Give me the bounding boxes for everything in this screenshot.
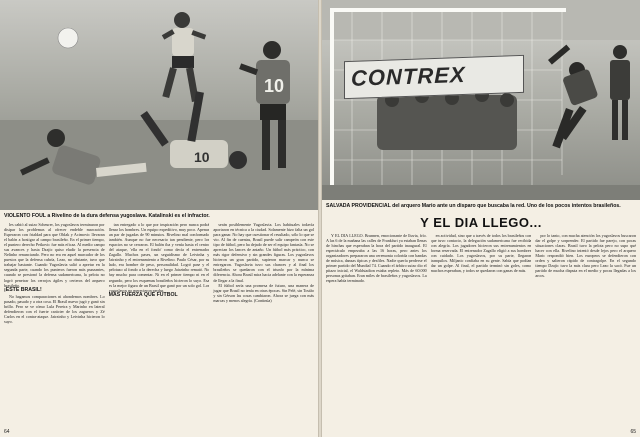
- section-subhead: ¡ESTE BRASIL!: [4, 287, 42, 294]
- goal-photo-icon: [322, 0, 640, 200]
- banner-text: CONTREX: [351, 61, 466, 91]
- right-page: [322, 0, 640, 437]
- article-column: [213, 222, 314, 427]
- article-paragraph: les cabió al suizo Scheurer, los yugoslavos terminaron por disipar los problemas al ofrecer endeble marcación. Esperaron con frialdad para que Oblak y Acimovic llevaran el balón a hostigar al campo brasileño. En el primer tiempo, el puntero derecho Petkovic fue más eficaz. Al medio campo sus avances y hasta Dzajic quiso eludir la presencia de Nelinho renunciando. Pero no era en aquel marcador de los puestos que la defensa cubría, Leao, no obstante, tuvo que trabajar bastante. Cuando Yugoslavia salió a apretar en la segunda parte, cuando los punteros fueron más punzantes, cuando se presionó la defensa sudamericana, la pelota no logró penetrar los cerrojos ágiles y certeros del arquero brasileño.: [4, 222, 105, 288]
- photo-caption: [326, 203, 636, 209]
- section-subhead: MÁS FUERZA QUE FÚTBOL: [108, 292, 178, 299]
- svg-text:10: 10: [194, 149, 210, 165]
- article-headline: Y EL DIA LLEGO...: [420, 215, 542, 230]
- advert-banner: [344, 55, 524, 99]
- page-number: 64: [4, 429, 10, 435]
- photo-caption: [4, 213, 314, 219]
- caption-lead: SALVADA PROVIDENCIAL: [326, 203, 391, 209]
- page-number: 65: [630, 429, 636, 435]
- caption-text: del arquero Mario ante un disparo que buscaba la red. Uno de los pocos intentos brasileños.: [392, 203, 621, 209]
- article-column: [4, 222, 105, 427]
- article-paragraph: El fútbol sería una promesa de futuro, una manera de jugar que Brasil no tenía en otras épocas. Sin Pelé, sin Tostão y sin Gérson las cosas cambiaron. Ahora se juega con más marcas y menos alegría. (Continúa): [213, 283, 315, 304]
- article-paragraph: por lo tanto, con mucha atención los yugoslavos buscaron dar el golpe y sorprender. El partido fue parejo, con pocas situaciones claras. Brasil tuvo la pelota pero no supo qué hacer con ella. Rivelino intentó desde lejos pero el arquero Maric respondió bien. Los europeos se defendieron con orden y salieron rápido de contragolpe. En el segundo tiempo Dzajic tuvo la más clara pero Leao la sacó. Fue un partido de mucha disputa en el medio y pocas llegadas a los arcos.: [535, 233, 637, 279]
- match-photo-left: [0, 0, 318, 210]
- article-column: [326, 233, 427, 429]
- article-paragraph: Y EL DIA LLEGO. Brunnen, emocionante de lluvia, frío. A las 6 de la mañana las calles de Frankfurt ya estaban llenas de hinchas que esperaban la hora del partido inaugural. El espectáculo empezaba a las 16 horas, pero antes los organizadores prepararon una ceremonia colorida con bandas de música, danzas típicas y desfiles. Nadie quería perderse el primer partido del Mundial 74. Cuando el árbitro suizo dio el pitazo inicial, el Waldstadion estaba repleto. Más de 60.000 personas gritaban. Eran miles de brasileños y yugoslavos. La espera había terminado.: [326, 233, 427, 284]
- caption-lead: VIOLENTO FOUL: [4, 213, 46, 219]
- article-paragraph: serán posiblemente Yugoslavia. Los habituales todavía aportaron en técnica a la ciudad. Solamente hizo falta un gol para ganar. No hay que cuestionar el resultado, sólo lo que se vio. Al fin de cuentas, Brasil puede salir campeón con este tipo de fútbol, pero ha dejado de ser el equipo fantasía. No se aprecian los lances de antaño. Un fútbol más práctico, con más rigor defensivo y sin grandes figuras. Los yugoslavos hicieron un gran partido, supieron marcar y nunca se entregaron. Yugoslavia tuvo sus chances y al final los brasileños se quedaron con el triunfo por la mínima diferencia. Ahora Brasil mira hacia adelante con la esperanza de llegar a la final.: [213, 222, 315, 283]
- article-column: [109, 222, 210, 427]
- article-paragraph: No hagamos comparaciones ni ahondemos nombres. Lo pasado, pasado y a otra cosa. El Brasil nuevo jugó y ganó sin brillo. Pero se ve cómo Lula Pereira y Marinho en lateral defendieron con el fuerte carácter de los zagueros y Zé Carlos en el contra-ataque. Jairzinho y Leivinha hicieron lo suyo.: [4, 293, 105, 324]
- article-paragraph: tan entregado a lo que por inspiración pero nunca podrá llenar los hombres. Un equipo expeditivo, muy poco. Apenas un par de jugadas de 90 minutos. Rivelino mal conformado también. Aunque no fue necesario tan pendiente, pero los espacios no se cerraron. El balón iba y venía hasta el centro del ataque, 'ella en el fondo' como decía el entrenador Zagallo. Muchos pases, un seguidismo de Leivinha y Jairzinho y el entrenamiento a Rivelino. Paulo César, por su lado, era hombre de peso, personalidad. Logró pase y el pelotazo al fondo a la derecha y luego Jairzinho remató. No hay mucho para comentar. Ni en el primer tiempo ni en el segundo, pero los esquemas brasileños hicieron lo suyo. Esa es la mejor figura de un Brasil que ganó por un solo gol. Los yugoslavos no merecieron perder.: [108, 222, 210, 293]
- left-page: [0, 0, 318, 437]
- caption-text: a Rivelino de la dura defensa yugoslava. Katalinski es el infractor.: [47, 213, 210, 219]
- article-column: [431, 233, 532, 429]
- article-paragraph: en actividad, sino que a través de todos los brasileños con que tuvo contacto, la delegación sudamericana fue recibida con alegría. Los jugadores hicieron sus entrenamientos en forma reservada. El entrenador Zagallo eligió a sus hombres con cuidado. Los yugoslavos, por su parte, llegaron tranquilos. Miljanic confiaba en su gente. Sabía que podían dar un golpe. Al final, el partido terminó sin goles, como muchos esperaban, y todos se quedaron con ganas de más.: [430, 233, 532, 274]
- article-columns-left: [4, 222, 314, 427]
- match-photo-right: [322, 0, 640, 200]
- article-columns-right: [326, 233, 636, 429]
- jersey-number: 10: [264, 76, 285, 96]
- article-column: [535, 233, 636, 429]
- football-photo-icon: [0, 0, 318, 210]
